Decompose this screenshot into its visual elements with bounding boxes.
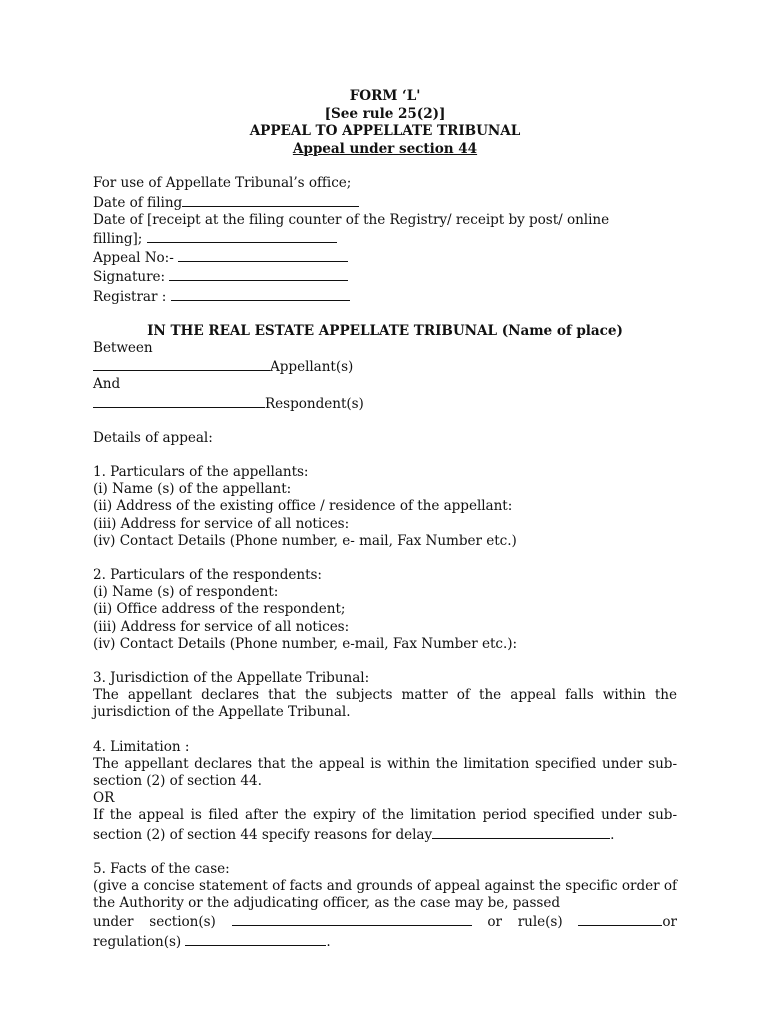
appellant-row — [93, 357, 677, 376]
appellant-blank[interactable] — [93, 357, 270, 371]
under-section-label: under section(s) — [93, 914, 216, 931]
period: . — [326, 933, 331, 950]
date-of-filing-blank[interactable] — [182, 193, 359, 207]
between-label: Between — [93, 340, 153, 356]
form-title: APPEAL TO APPELLATE TRIBUNAL — [249, 123, 521, 140]
list-item: (ii) Office address of the respondent; — [93, 601, 346, 618]
date-of-receipt-blank[interactable] — [147, 229, 337, 243]
section-facts — [93, 861, 677, 951]
form-subtitle: Appeal under section 44 — [292, 140, 478, 157]
form-content — [93, 88, 677, 951]
date-of-receipt-label: Date of [receipt at the filing counter of the Registry/ receipt by post/ online — [93, 211, 610, 228]
period: . — [610, 826, 615, 843]
tribunal-heading: IN THE REAL ESTATE APPELLATE TRIBUNAL (Name of place) — [147, 322, 623, 339]
section-limitation — [93, 739, 677, 844]
or-rule-label: or rule(s) — [487, 914, 563, 931]
signature-blank[interactable] — [169, 267, 348, 281]
list-item: (iii) Address for service of all notices: — [93, 618, 350, 635]
or-label: OR — [93, 790, 115, 807]
respondent-row — [93, 394, 677, 413]
appeal-no-blank[interactable] — [178, 248, 348, 262]
or-label: or — [662, 914, 677, 931]
office-use-heading: For use of Appellate Tribunal’s office; — [93, 175, 352, 192]
regulation-row — [93, 932, 677, 951]
registrar-blank[interactable] — [171, 287, 350, 301]
section-respondents — [93, 567, 677, 653]
section-title: 5. Facts of the case: — [93, 860, 230, 877]
list-item: (iii) Address for service of all notices: — [93, 515, 350, 532]
filling-label: filling]; — [93, 230, 143, 247]
registrar-row — [93, 287, 677, 306]
regulation-blank[interactable] — [185, 932, 326, 946]
delay-reasons-blank[interactable] — [432, 825, 610, 839]
list-item: (i) Name (s) of respondent: — [93, 584, 279, 601]
delay-text — [93, 807, 677, 843]
parties-block — [93, 323, 677, 413]
filling-row — [93, 229, 677, 248]
appellant-label: Appellant(s) — [270, 359, 354, 376]
signature-label: Signature: — [93, 269, 166, 286]
rule-reference: [See rule 25(2)] — [324, 105, 446, 122]
respondent-blank[interactable] — [93, 394, 265, 408]
section-appellants — [93, 464, 677, 550]
form-header — [93, 88, 677, 158]
jurisdiction-text: The appellant declares that the subjects matter of the appeal falls within the jurisdiction of the Appellate Tribunal. — [93, 687, 677, 721]
date-of-filing-label: Date of filing — [93, 194, 183, 211]
section-title: 2. Particulars of the respondents: — [93, 567, 322, 584]
details-heading: Details of appeal: — [93, 429, 213, 446]
list-item: (iv) Contact Details (Phone number, e-mail, Fax Number etc.): — [93, 635, 518, 652]
signature-row — [93, 267, 677, 286]
registrar-label: Registrar : — [93, 288, 167, 305]
section-blank[interactable] — [232, 912, 472, 926]
delay-label: If the appeal is filed after the expiry of the limitation period specified under sub-section (2) of section 44 specify reasons for delay — [93, 807, 677, 843]
and-label: And — [93, 376, 121, 393]
section-jurisdiction — [93, 670, 677, 722]
list-item: (iv) Contact Details (Phone number, e- mail, Fax Number etc.) — [93, 532, 517, 549]
limitation-text: The appellant declares that the appeal is within the limitation specified under sub-section (2) of section 44. — [93, 755, 677, 790]
regulation-label: regulation(s) — [93, 933, 182, 950]
appeal-no-label: Appeal No:- — [93, 250, 174, 267]
form-label: FORM ‘L' — [349, 88, 421, 104]
appeal-no-row — [93, 248, 677, 267]
office-use-block — [93, 175, 677, 305]
section-title: 1. Particulars of the appellants: — [93, 464, 309, 481]
facts-text: (give a concise statement of facts and grounds of appeal against the specific order of the Authority or the adjudicating officer, as the case may be, passed — [93, 878, 677, 912]
date-of-filing-row — [93, 193, 677, 212]
section-rule-row — [93, 912, 677, 931]
list-item: (i) Name (s) of the appellant: — [93, 481, 292, 498]
respondent-label: Respondent(s) — [265, 395, 364, 412]
section-title: 3. Jurisdiction of the Appellate Tribunal: — [93, 670, 370, 687]
section-title: 4. Limitation : — [93, 738, 190, 755]
list-item: (ii) Address of the existing office / residence of the appellant: — [93, 498, 513, 515]
rule-blank[interactable] — [578, 912, 662, 926]
